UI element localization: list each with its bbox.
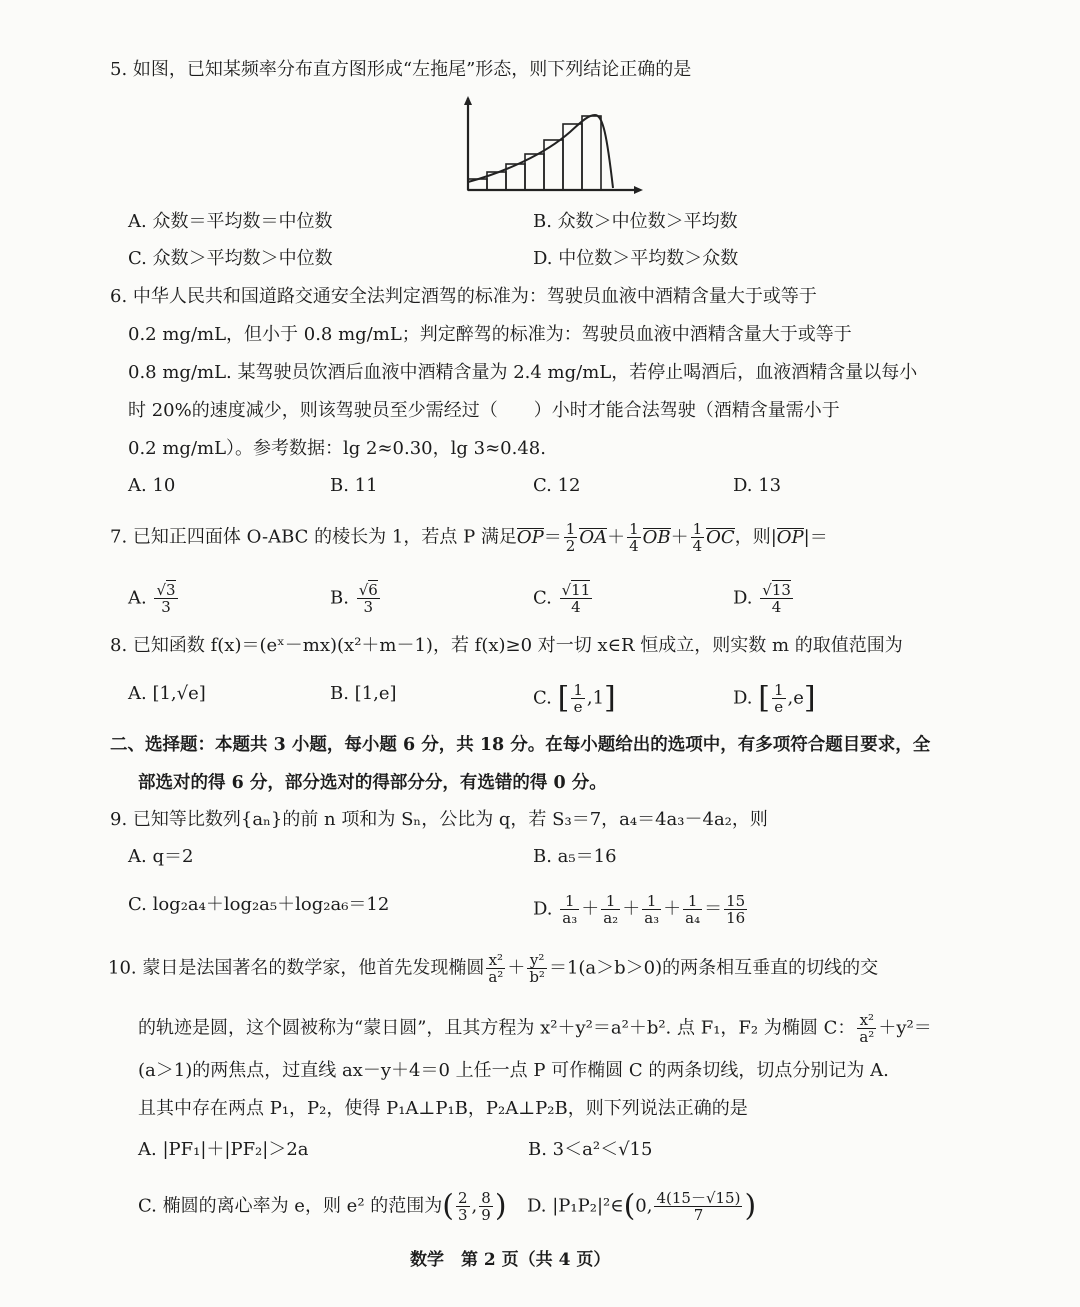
q7-vector-equation: OP＝ $\frac{1}{2}$ OA＋ $\frac{1}{4}$ OB＋ $\frac{1}{4}$ OC xyxy=(516,520,735,555)
q9-option-c: C. log₂a₄＋log₂a₅＋log₂a₆＝12 xyxy=(128,894,390,915)
q5-option-a: A. 众数＝平均数＝中位数 xyxy=(128,211,333,232)
q8-option-a: A. [1,√e] xyxy=(128,683,206,704)
q8-option-b: B. [1,e] xyxy=(330,683,397,704)
q5-stem: 5. 如图，已知某频率分布直方图形成“左拖尾”形态，则下列结论正确的是 xyxy=(110,59,692,80)
q8-option-d: D. [ $\frac{1}{e}$ ,e] xyxy=(733,680,816,716)
q10-line-4: 且其中存在两点 P₁，P₂，使得 P₁A⊥P₁B，P₂A⊥P₂B，则下列说法正确的是 xyxy=(138,1098,748,1119)
q10-line-3: (a＞1)的两焦点，过直线 ax－y＋4＝0 上任一点 P 可作椭圆 C 的两条切线，切点分别记为 A. xyxy=(138,1060,889,1081)
q6-line-3: 0.8 mg/mL. 某驾驶员饮酒后血液中酒精含量为 2.4 mg/mL，若停止喝酒后，血液酒精含量以每小 xyxy=(128,362,918,383)
q7-option-d: D. $\frac{√13}{4}$ xyxy=(733,581,791,616)
section-2-heading: 二、选择题：本题共 3 小题，每小题 6 分，共 18 分。在每小题给出的选项中，有多项符合题目要求，全 xyxy=(110,735,931,755)
q6-option-b: B. 11 xyxy=(330,475,378,496)
q10-option-b: B. 3＜a²＜√15 xyxy=(528,1139,653,1160)
q9-option-b: B. a₅＝16 xyxy=(533,846,617,867)
q5-option-b: B. 众数＞中位数＞平均数 xyxy=(533,211,738,232)
q10-line-2: 的轨迹是圆，这个圆被称为“蒙日圆”，且其方程为 x²＋y²＝a²＋b². 点 F₁，F₂ 为椭圆 C： $\frac{\text{x²}}{\text{a²}}$ ＋y²＝ xyxy=(138,1011,932,1046)
q5-option-d: D. 中位数＞平均数＞众数 xyxy=(533,248,739,269)
q6-line-1: 6. 中华人民共和国道路交通安全法判定酒驾的标准为：驾驶员血液中酒精含量大于或等于 xyxy=(110,286,817,307)
histogram-figure xyxy=(455,96,645,196)
q6-option-c: C. 12 xyxy=(533,475,581,496)
q6-line-4: 时 20%的速度减少，则该驾驶员至少需经过（ ）小时才能合法驾驶（酒精含量需小于 xyxy=(128,400,840,421)
page-footer: 数学 第 2 页（共 4 页） xyxy=(410,1250,611,1270)
q7-condition-tail: ，则 xyxy=(734,526,771,548)
q6-option-d: D. 13 xyxy=(733,475,782,496)
q9-option-d: D. $\frac{1}{\text{a₃}}$ ＋ $\frac{1}{\text{a₂}}$ ＋ $\frac{1}{\text{a₃}}$ ＋ $\frac{1}{\text{a₄}}$ ＝ $\frac{15}{16}$ xyxy=(533,892,746,927)
q7-option-c: C. $\frac{√11}{4}$ xyxy=(533,581,591,616)
q7-stem: 7. 已知正四面体 O-ABC 的棱长为 1，若点 P 满足 xyxy=(110,526,517,548)
q10-option-d: D. |P₁P₂|²∈(0, $\frac{4(15-√15)}{7}$ ) xyxy=(527,1188,757,1224)
q10-line-1: 10. 蒙日是法国著名的数学家，他首先发现椭圆 $\frac{\text{x²}}{\text{a²}}$ ＋ $\frac{\text{y²}}{\text{b²}}$ ＝1(a＞b＞0)的两条相互垂直的切线的交 xyxy=(108,951,879,986)
q5-option-c: C. 众数＞平均数＞中位数 xyxy=(128,248,333,269)
q10-option-a: A. |PF₁|＋|PF₂|＞2a xyxy=(138,1139,309,1160)
q10-option-c: C. 椭圆的离心率为 e，则 e² 的范围为( $\frac{2}{3}$ , $\frac{8}{9}$ ) xyxy=(138,1188,507,1224)
q9-stem: 9. 已知等比数列{aₙ}的前 n 项和为 Sₙ，公比为 q，若 S₃＝7，a₄＝4a₃－4a₂，则 xyxy=(110,809,768,830)
q7-stem-line xyxy=(110,521,828,554)
q7-option-b: B. $\frac{√6}{3}$ xyxy=(330,581,378,616)
q8-option-c: C. [ $\frac{1}{e}$ ,1] xyxy=(533,680,616,716)
q8-stem: 8. 已知函数 f(x)＝(eˣ－mx)(x²＋m－1)，若 f(x)≥0 对一切 x∈R 恒成立，则实数 m 的取值范围为 xyxy=(110,635,903,656)
q7-option-a: A. $\frac{√3}{3}$ xyxy=(128,581,176,616)
q6-option-a: A. 10 xyxy=(128,475,176,496)
section-2-heading-cont: 部选对的得 6 分，部分选对的得部分分，有选错的得 0 分。 xyxy=(138,773,607,793)
q9-option-a: A. q＝2 xyxy=(128,846,194,867)
q6-line-2: 0.2 mg/mL，但小于 0.8 mg/mL；判定醉驾的标准为：驾驶员血液中酒精含量大于或等于 xyxy=(128,324,852,345)
q6-line-5: 0.2 mg/mL）。参考数据：lg 2≈0.30，lg 3≈0.48. xyxy=(128,438,546,459)
q7-magnitude: |OP|＝ xyxy=(770,526,828,548)
